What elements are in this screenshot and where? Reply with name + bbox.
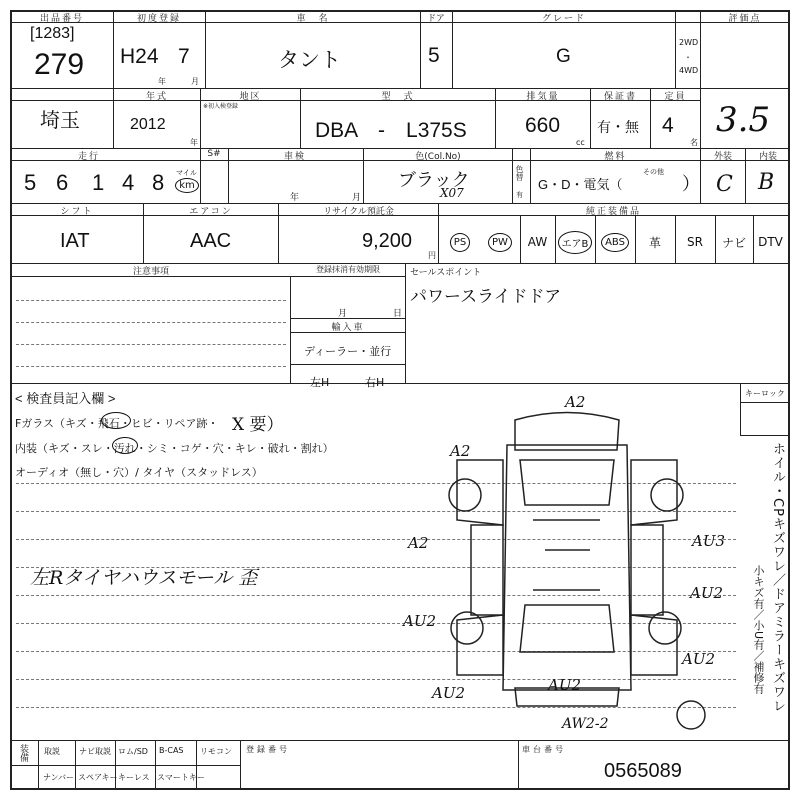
cc-label: 排気量 — [526, 92, 560, 102]
grid-line — [10, 383, 790, 384]
drive-2wd: 2WD — [679, 38, 699, 47]
region: 埼玉 — [40, 110, 80, 132]
car-body-outline — [520, 605, 614, 652]
grid-line — [452, 10, 453, 88]
circle-mark — [101, 412, 131, 429]
left-h: 左H — [310, 376, 330, 389]
grid-line — [113, 88, 114, 148]
cc-unit: cc — [576, 138, 585, 147]
capacity-label: 定員 — [664, 92, 687, 102]
model-year-label: 年式 — [145, 92, 168, 102]
mileage-digit: 5 — [24, 170, 37, 195]
damage-mark: AW2-2 — [562, 716, 609, 732]
recycle-label: リサイクル預託金 — [323, 207, 394, 217]
equipment-item — [675, 228, 715, 256]
grid-line — [200, 88, 201, 148]
damage-mark: AU2 — [403, 612, 437, 630]
grid-line — [75, 740, 76, 790]
grid-line — [518, 740, 519, 790]
grid-line — [495, 88, 496, 148]
capacity: 4 — [662, 114, 674, 137]
mileage-unit: km — [175, 178, 199, 193]
equipment-item — [440, 228, 480, 256]
grid-line — [405, 263, 406, 383]
model-year-unit: 年 — [190, 138, 198, 147]
equipment-item — [480, 228, 520, 256]
equipment-label: 革 — [648, 235, 661, 250]
car-body-outline — [631, 615, 677, 675]
interior-grade: B — [758, 170, 775, 195]
grid-line — [205, 10, 206, 88]
drive-4wd: 4WD — [679, 66, 699, 75]
equip-label: 純正装備品 — [585, 207, 641, 217]
color-label: 色(Col.No) — [415, 152, 461, 162]
equipment-label: ナビ — [721, 235, 746, 250]
grid-line — [240, 740, 241, 790]
equipment-label: PS — [450, 233, 470, 252]
footer-equip-label: 装備 — [18, 744, 28, 762]
first-reg-month: 7 — [178, 45, 190, 68]
car-body-outline — [457, 460, 503, 525]
grid-line — [650, 88, 651, 148]
month-unit: 月 — [191, 77, 199, 86]
grid-line — [228, 148, 229, 203]
color-code: X07 — [440, 186, 464, 200]
rating: 3.5 — [716, 100, 771, 140]
wheel-front-right — [651, 479, 683, 511]
mileage-digit: 8 — [152, 170, 165, 195]
dashed-line — [16, 300, 286, 301]
damage-mark: AU3 — [692, 532, 726, 550]
first-reg-label: 初度登録 — [136, 14, 181, 24]
shaken-label: 車検 — [283, 152, 306, 162]
footer-label: ロム/SD — [118, 747, 148, 756]
grid-line — [290, 318, 405, 319]
inspection-line-1: Fガラス（キズ・飛石・ヒビ・リペア跡・ — [15, 417, 219, 430]
import-label: 輸入車 — [331, 323, 365, 333]
footer-label: 取説 — [44, 747, 60, 756]
right-vertical-note: ホイル・CPキズワレ／ドアミラーキズワレ — [770, 442, 785, 713]
spare-wheel — [677, 701, 705, 729]
grid-line — [10, 765, 240, 766]
recycle: 9,200 — [362, 230, 413, 252]
circle-mark — [112, 437, 138, 454]
grid-line — [278, 203, 279, 263]
wheel-rear-right — [649, 612, 681, 644]
grid-line — [290, 364, 405, 365]
recycle-unit: 円 — [428, 251, 436, 260]
car-body-outline — [520, 460, 614, 505]
mileage-digit: 4 — [122, 170, 135, 195]
reg-day: 日 — [393, 309, 403, 319]
exterior-label: 外装 — [713, 152, 732, 162]
grid-line — [155, 740, 156, 790]
fuel-other-label: その他 — [643, 168, 664, 176]
car-body-outline — [631, 460, 677, 525]
footer-label: スマートキー — [157, 773, 205, 782]
mileage-label: 走行 — [77, 152, 100, 162]
equipment-label: エアB — [558, 231, 593, 254]
grid-line — [300, 88, 301, 148]
chassis-label: 車台番号 — [522, 745, 566, 754]
warranty: 有・無 — [597, 119, 639, 135]
car-name: タント — [278, 49, 341, 72]
grid-line — [363, 148, 364, 203]
damage-mark: A2 — [450, 442, 471, 460]
color: ブラック — [398, 170, 470, 190]
equipment-label: AW — [527, 235, 548, 249]
dashed-line — [16, 322, 286, 323]
lot-label: 出品番号 — [39, 14, 84, 24]
fuel-value: G・D・電気（ — [538, 177, 623, 192]
equipment-item — [753, 228, 788, 256]
car-body-outline — [457, 615, 503, 675]
capacity-unit: 名 — [690, 138, 698, 147]
fglass-handwritten: X 要） — [232, 415, 284, 435]
damage-mark: AU2 — [682, 650, 716, 668]
lot-bracket: [1283] — [30, 25, 75, 42]
name-label: 車 名 — [296, 14, 330, 24]
region-label: 地区 — [239, 92, 262, 102]
dashed-line — [16, 344, 286, 345]
interior-label: 内装 — [758, 152, 777, 162]
damage-mark: A2 — [408, 534, 429, 552]
equipment-label: ABS — [601, 233, 629, 252]
caution-label: 注意事項 — [132, 267, 169, 277]
right-h: 右H — [365, 376, 385, 389]
shaken-year: 年 — [290, 193, 300, 203]
wheel-front-left — [449, 479, 481, 511]
grid-line — [143, 203, 144, 263]
grid-line — [113, 10, 114, 88]
damage-mark: AU2 — [690, 584, 724, 602]
year-unit: 年 — [158, 77, 166, 86]
footer-label: ナンバー — [43, 773, 75, 782]
inspection-note: ※初入検登録 — [203, 103, 239, 110]
reg-month: 月 — [338, 309, 348, 319]
inspection-line-2: 内装（キズ・スレ・汚れ・シミ・コゲ・穴・キレ・破れ・割れ） — [15, 442, 334, 455]
fuel-paren-close: ） — [682, 174, 700, 194]
footer-label: リモコン — [200, 747, 232, 756]
shaken-month: 月 — [352, 193, 362, 203]
s-label: S# — [207, 149, 221, 159]
era-year: H24 — [120, 45, 159, 68]
damage-mark: AU2 — [432, 684, 466, 702]
type-label: 型 式 — [381, 92, 415, 102]
dealer: ディーラー・並行 — [304, 345, 392, 358]
footer-label: ナビ取説 — [79, 747, 111, 756]
grid-line — [590, 88, 591, 148]
grid-line — [530, 148, 531, 203]
car-body-outline — [471, 525, 503, 615]
model-year: 2012 — [130, 116, 166, 133]
shift: IAT — [60, 230, 90, 252]
rating-label: 評価点 — [728, 14, 762, 24]
grade-label: グレード — [541, 14, 586, 24]
equipment-label: SR — [687, 235, 703, 249]
grid-line — [438, 203, 439, 263]
warranty-label: 保証書 — [603, 92, 637, 102]
sales-point-label: セールスポイント — [410, 268, 482, 278]
cc-value: 660 — [525, 114, 561, 137]
equipment-item — [595, 228, 635, 256]
right-vertical-note-2: 小キズ有／小U有／補修有 — [752, 565, 765, 695]
inspection-line-3: オーディオ（無し・穴）/ タイヤ（スタッドレス） — [15, 466, 263, 479]
equipment-item — [555, 228, 595, 256]
mileage-unit-top: マイル — [176, 169, 197, 177]
equipment-item — [520, 228, 555, 256]
keylock-label: キーロック — [745, 389, 785, 398]
grid-line — [200, 148, 201, 203]
grid-line — [38, 740, 39, 790]
grid-line — [512, 148, 513, 203]
dashed-line — [16, 366, 286, 367]
mileage-digit: 1 — [92, 170, 105, 195]
sales-point: パワースライドドア — [410, 287, 562, 306]
grid-line — [740, 402, 790, 403]
chassis-number: 0565089 — [604, 760, 682, 782]
equipment-item — [715, 228, 753, 256]
equipment-item — [635, 228, 675, 256]
reg-number-label: 登録番号 — [246, 745, 290, 754]
exterior-grade: C — [716, 172, 733, 197]
footer-label: B-CAS — [159, 746, 184, 755]
footer-label: スペアキー — [78, 773, 118, 782]
handwritten-note: 左Rタイヤハウスモール 歪 — [30, 567, 258, 589]
fuel-label: 燃料 — [604, 152, 627, 162]
doors: 5 — [428, 44, 440, 67]
wheel-rear-left — [451, 612, 483, 644]
type-value: DBA - L375S — [315, 119, 467, 142]
color-change-value: 有 — [516, 191, 523, 199]
grid-line — [700, 10, 701, 203]
lot-number: 279 — [34, 48, 85, 81]
footer-label: キーレス — [118, 773, 150, 782]
equipment-label: DTV — [758, 235, 783, 249]
reg-expiry-label: 登録抹消有効期限 — [316, 265, 380, 274]
grade: G — [556, 46, 571, 67]
grid-line — [740, 435, 790, 436]
grid-line — [290, 276, 291, 383]
grid-line — [10, 740, 790, 741]
car-body-outline — [631, 525, 663, 615]
grid-line — [675, 10, 676, 88]
grid-line — [740, 383, 741, 435]
drive-dot: ・ — [684, 53, 692, 62]
shift-label: シフト — [60, 207, 94, 217]
color-change-label: 色替 — [515, 165, 524, 181]
damage-mark: A2 — [565, 393, 586, 411]
equipment-label: PW — [488, 233, 512, 252]
ac-label: エアコン — [189, 207, 233, 217]
doors-label: ドア — [427, 14, 445, 24]
mileage-digit: 6 — [56, 170, 69, 195]
damage-mark: AU2 — [548, 676, 582, 694]
inspection-title: < 検査員記入欄 > — [15, 391, 116, 406]
ac: AAC — [190, 230, 232, 252]
grid-line — [745, 148, 746, 203]
